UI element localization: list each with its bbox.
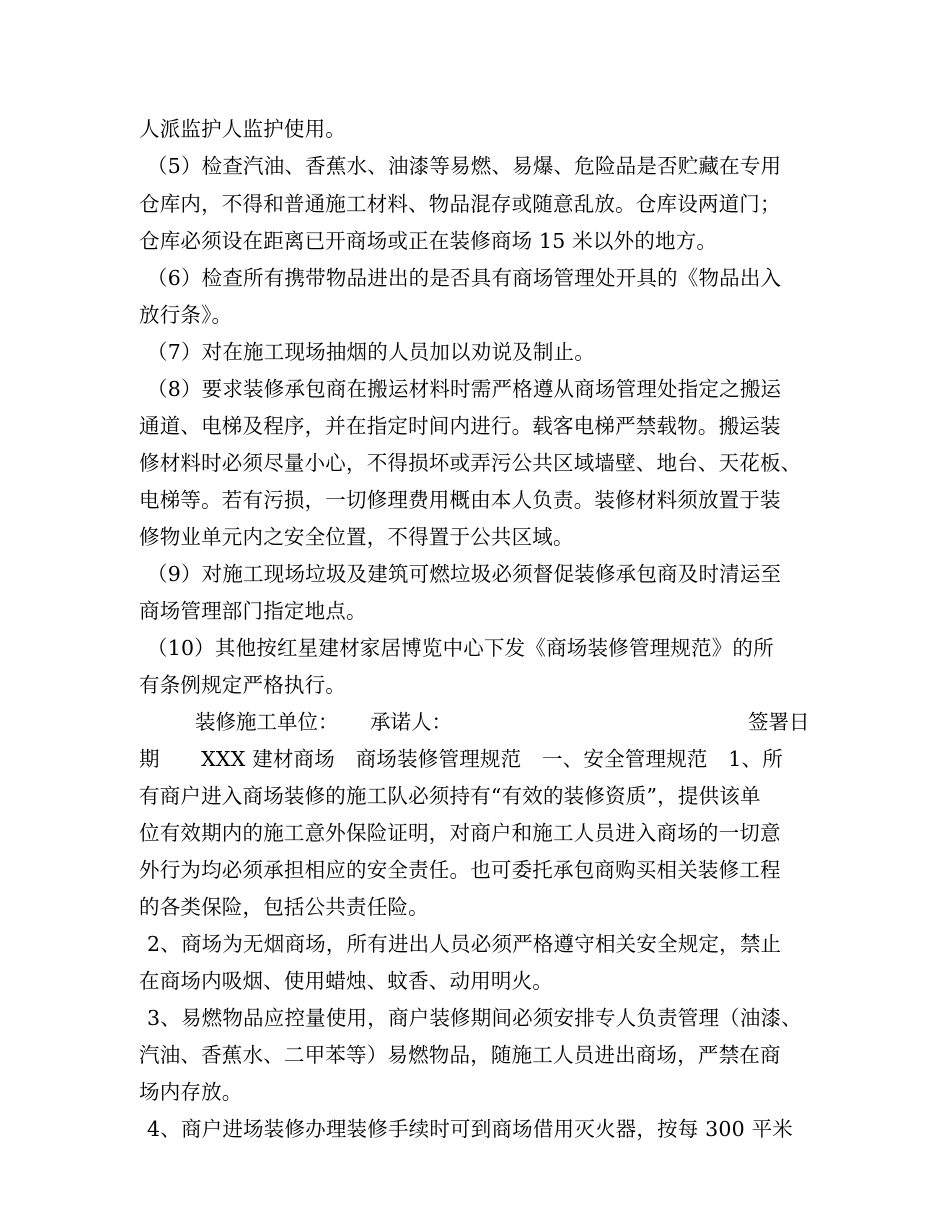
paragraph-line: 3、易燃物品应控量使用，商户装修期间必须安排专人负责管理（油漆、 [147,1006,802,1030]
promisor-label: 承诺人： [370,710,452,734]
paragraph-line: 人派监护人监护使用。 [139,117,346,141]
paragraph-line: 的各类保险，包括公共责任险。 [139,895,429,919]
paragraph-line: （10）其他按红星建材家居博览中心下发《商场装修管理规范》的所 [147,636,774,660]
paragraph-line: （7）对在施工现场抽烟的人员加以劝说及制止。 [147,340,595,364]
paragraph-line: 在商场内吸烟、使用蜡烛、蚊香、动用明火。 [139,969,553,993]
paragraph-line: 期 XXX 建材商场 商场装修管理规范 一、安全管理规范 1、所 [139,747,783,771]
construction-unit-label: 装修施工单位： [195,710,339,734]
paragraph-line: 商场管理部门指定地点。 [139,599,367,623]
paragraph-line: （6）检查所有携带物品进出的是否具有商场管理处开具的《物品出入 [147,266,782,290]
paragraph-line: 通道、电梯及程序，并在指定时间内进行。载客电梯严禁载物。搬运装 [139,414,781,438]
paragraph-line: 电梯等。若有污损，一切修理费用概由本人负责。装修材料须放置于装 [139,488,781,512]
paragraph-line: 放行条》。 [139,303,233,327]
paragraph-line: 仓库必须设在距离已开商场或正在装修商场 15 米以外的地方。 [139,229,718,253]
paragraph-line: （5）检查汽油、香蕉水、油漆等易燃、易爆、危险品是否贮藏在专用 [147,154,782,178]
paragraph-line: （9）对施工现场垃圾及建筑可燃垃圾必须督促装修承包商及时清运至 [147,562,782,586]
paragraph-line: 位有效期内的施工意外保险证明，对商户和施工人员进入商场的一切意 [139,821,781,845]
paragraph-line: 汽油、香蕉水、二甲苯等）易燃物品，随施工人员进出商场，严禁在商 [139,1043,781,1067]
paragraph-line: 修材料时必须尽量小心，不得损坏或弄污公共区域墙壁、地台、天花板、 [139,451,802,475]
sign-date-label: 签署日 [748,710,810,734]
paragraph-line: 2、商场为无烟商场，所有进出人员必须严格遵守相关安全规定，禁止 [147,932,782,956]
paragraph-line: 仓库内，不得和普通施工材料、物品混存或随意乱放。仓库设两道门； [139,192,781,216]
paragraph-line: 外行为均必须承担相应的安全责任。也可委托承包商购买相关装修工程 [139,858,781,882]
paragraph-line: 修物业单元内之安全位置，不得置于公共区域。 [139,525,574,549]
paragraph-line: 4、商户进场装修办理装修手续时可到商场借用灭火器，按每 300 平米 [147,1117,794,1141]
paragraph-line: 有条例规定严格执行。 [139,673,346,697]
paragraph-line: 场内存放。 [139,1080,243,1104]
paragraph-line: 有商户进入商场装修的施工队必须持有“有效的装修资质”，提供该单 [139,784,761,808]
paragraph-line: （8）要求装修承包商在搬运材料时需严格遵从商场管理处指定之搬运 [147,377,782,401]
